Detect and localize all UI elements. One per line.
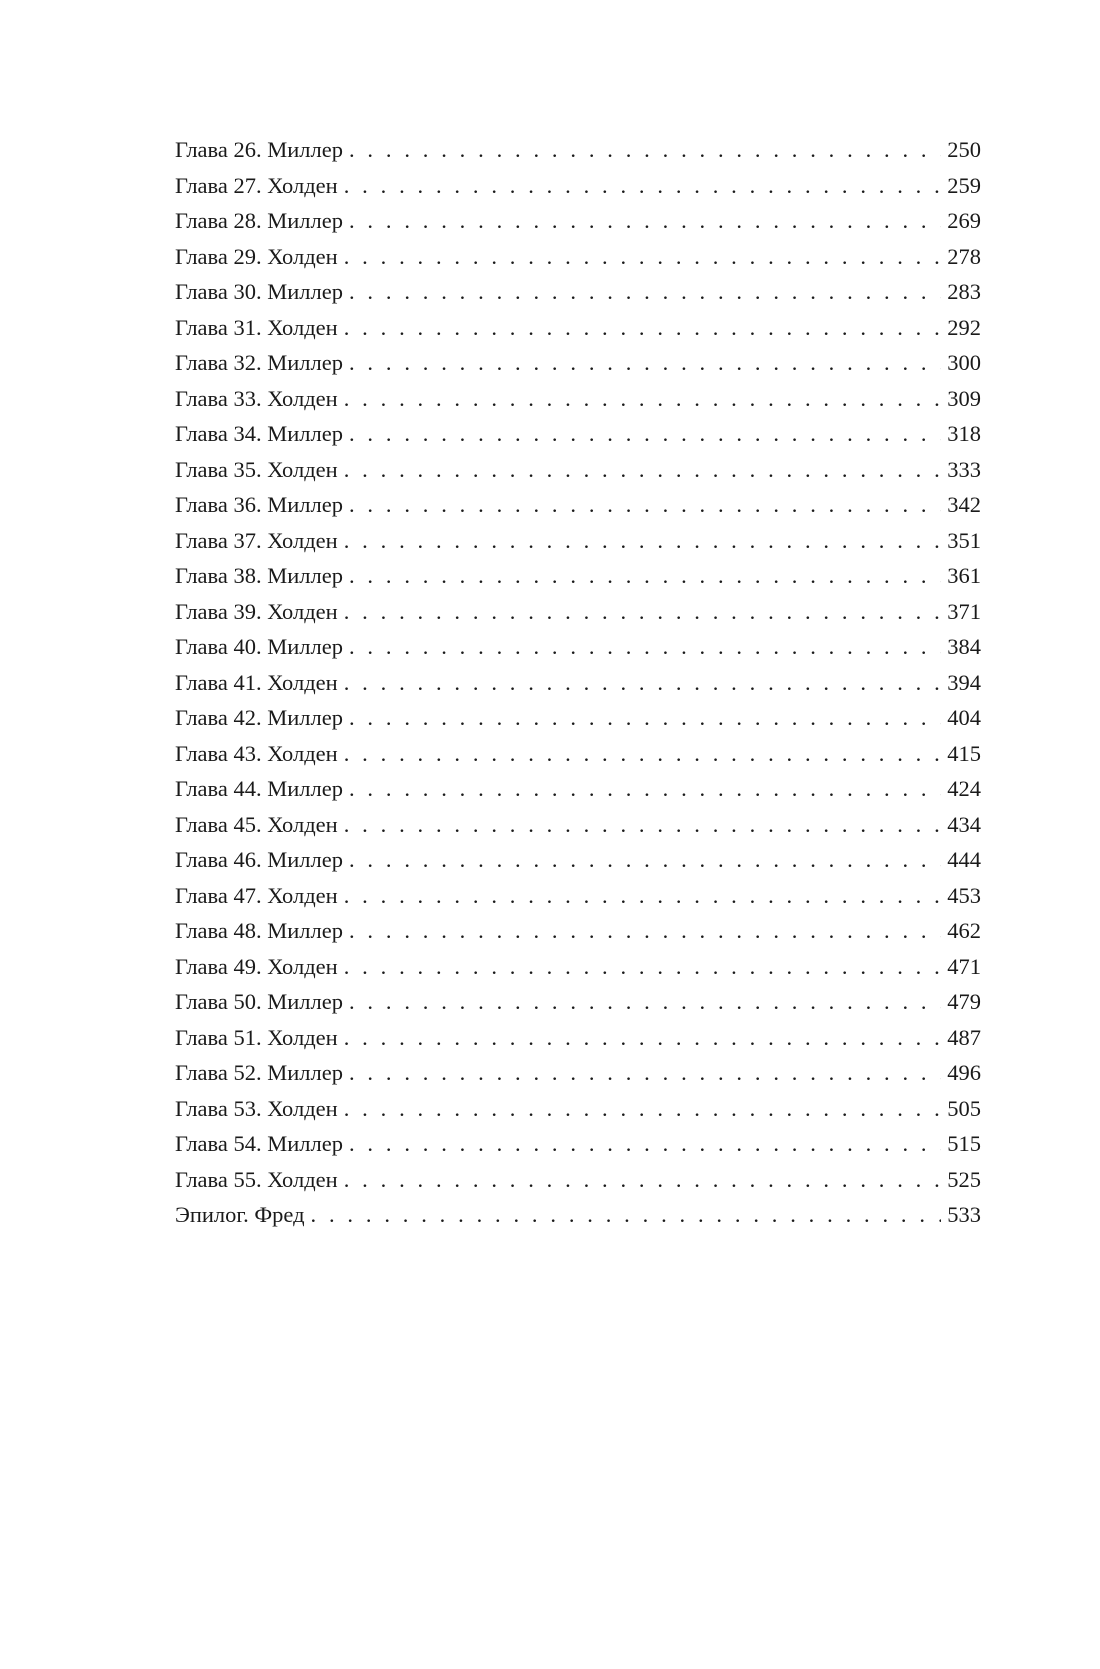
toc-entry-title: Глава 36. Миллер [175, 492, 343, 517]
toc-entry-page: 479 [947, 989, 981, 1014]
toc-entry-page: 404 [947, 705, 981, 730]
toc-entry [175, 558, 981, 594]
toc-entry-title: Глава 55. Холден [175, 1166, 338, 1192]
toc-entry-page: 309 [947, 385, 981, 411]
toc-entry-page: 533 [947, 1202, 981, 1227]
dot-leader [344, 1162, 942, 1198]
toc-entry-title: Глава 44. Миллер [175, 776, 343, 801]
toc-entry-title: Глава 54. Миллер [175, 1131, 343, 1156]
toc-entry [175, 416, 981, 452]
dot-leader [344, 523, 942, 559]
dot-leader [311, 1197, 942, 1233]
toc-entry [175, 1020, 981, 1056]
dot-leader [349, 1126, 941, 1162]
toc-entry-page: 318 [947, 421, 981, 446]
dot-leader [349, 842, 941, 878]
dot-leader [344, 1091, 942, 1127]
toc-entry-title: Глава 35. Холден [175, 456, 338, 482]
toc-entry-title: Глава 46. Миллер [175, 847, 343, 872]
toc-entry-title: Глава 26. Миллер [175, 137, 343, 162]
dot-leader [344, 878, 942, 914]
toc-entry-title: Глава 48. Миллер [175, 918, 343, 943]
toc-entry [175, 381, 981, 417]
toc-entry [175, 984, 981, 1020]
toc-entry-title: Глава 28. Миллер [175, 208, 343, 233]
toc-entry-page: 351 [947, 527, 981, 553]
dot-leader [349, 1055, 941, 1091]
toc-entry [175, 1091, 981, 1127]
toc-entry [175, 487, 981, 523]
dot-leader [344, 452, 942, 488]
toc-entry-title: Глава 37. Холден [175, 527, 338, 553]
toc-entry-title: Глава 43. Холден [175, 740, 338, 766]
dot-leader [344, 1020, 942, 1056]
toc-entry-title: Глава 52. Миллер [175, 1060, 343, 1085]
dot-leader [349, 913, 941, 949]
toc-entry-title: Глава 45. Холден [175, 811, 338, 837]
toc-entry [175, 523, 981, 559]
toc-entry-title: Глава 31. Холден [175, 314, 338, 340]
toc-entry-page: 453 [947, 882, 981, 908]
dot-leader [349, 487, 941, 523]
toc-entry-title: Глава 51. Холден [175, 1024, 338, 1050]
toc-entry-page: 333 [947, 456, 981, 482]
dot-leader [349, 274, 941, 310]
dot-leader [344, 239, 942, 275]
toc-entry-page: 292 [947, 314, 981, 340]
toc-entry-title: Глава 50. Миллер [175, 989, 343, 1014]
toc-entry-title: Глава 38. Миллер [175, 563, 343, 588]
dot-leader [349, 558, 941, 594]
toc-entry-page: 342 [947, 492, 981, 517]
toc-entry [175, 913, 981, 949]
dot-leader [344, 736, 942, 772]
toc-entry [175, 310, 981, 346]
toc-entry-title: Глава 53. Холден [175, 1095, 338, 1121]
toc-entry-page: 496 [947, 1060, 981, 1085]
toc-entry-page: 283 [947, 279, 981, 304]
dot-leader [344, 310, 942, 346]
toc-entry [175, 807, 981, 843]
toc-entry-title: Глава 34. Миллер [175, 421, 343, 446]
toc-entry [175, 629, 981, 665]
toc-entry [175, 168, 981, 204]
toc-entry-page: 424 [947, 776, 981, 801]
toc-entry-title: Глава 42. Миллер [175, 705, 343, 730]
dot-leader [344, 594, 942, 630]
toc-entry-page: 462 [947, 918, 981, 943]
dot-leader [344, 807, 942, 843]
dot-leader [344, 949, 942, 985]
toc-entry-page: 269 [947, 208, 981, 233]
toc-entry [175, 274, 981, 310]
toc-entry-page: 361 [947, 563, 981, 588]
dot-leader [349, 700, 941, 736]
toc-entry-title: Глава 29. Холден [175, 243, 338, 269]
toc-entry-title: Глава 40. Миллер [175, 634, 343, 659]
toc-entry-page: 525 [947, 1166, 981, 1192]
toc-entry-page: 250 [947, 137, 981, 162]
toc-entry [175, 665, 981, 701]
dot-leader [344, 381, 942, 417]
dot-leader [349, 629, 941, 665]
toc-entry-title: Глава 30. Миллер [175, 279, 343, 304]
toc-entry [175, 878, 981, 914]
toc-entry-page: 415 [947, 740, 981, 766]
dot-leader [344, 168, 942, 204]
toc-entry-title: Глава 41. Холден [175, 669, 338, 695]
table-of-contents [175, 132, 981, 1233]
toc-entry [175, 239, 981, 275]
toc-entry-title: Глава 33. Холден [175, 385, 338, 411]
toc-entry-title: Глава 32. Миллер [175, 350, 343, 375]
toc-entry-page: 300 [947, 350, 981, 375]
toc-entry-title: Глава 27. Холден [175, 172, 338, 198]
toc-entry-page: 278 [947, 243, 981, 269]
toc-entry-page: 515 [947, 1131, 981, 1156]
dot-leader [344, 665, 942, 701]
toc-entry [175, 736, 981, 772]
toc-entry-page: 434 [947, 811, 981, 837]
toc-entry-page: 259 [947, 172, 981, 198]
toc-entry-title: Глава 49. Холден [175, 953, 338, 979]
toc-entry-page: 384 [947, 634, 981, 659]
toc-entry [175, 1197, 981, 1233]
toc-entry-page: 471 [947, 953, 981, 979]
dot-leader [349, 132, 941, 168]
toc-entry [175, 700, 981, 736]
dot-leader [349, 416, 941, 452]
toc-entry [175, 132, 981, 168]
toc-entry [175, 203, 981, 239]
dot-leader [349, 984, 941, 1020]
toc-entry [175, 1162, 981, 1198]
toc-entry-title: Глава 39. Холден [175, 598, 338, 624]
toc-entry [175, 1126, 981, 1162]
toc-entry [175, 452, 981, 488]
toc-entry-page: 371 [947, 598, 981, 624]
toc-entry [175, 1055, 981, 1091]
toc-entry [175, 949, 981, 985]
toc-entry-title: Эпилог. Фред [175, 1202, 305, 1227]
toc-entry-page: 487 [947, 1024, 981, 1050]
dot-leader [349, 771, 941, 807]
toc-entry-page: 444 [947, 847, 981, 872]
toc-entry-page: 394 [947, 669, 981, 695]
toc-entry [175, 345, 981, 381]
toc-entry-title: Глава 47. Холден [175, 882, 338, 908]
toc-entry-page: 505 [947, 1095, 981, 1121]
toc-entry [175, 842, 981, 878]
toc-entry [175, 771, 981, 807]
dot-leader [349, 203, 941, 239]
toc-entry [175, 594, 981, 630]
dot-leader [349, 345, 941, 381]
